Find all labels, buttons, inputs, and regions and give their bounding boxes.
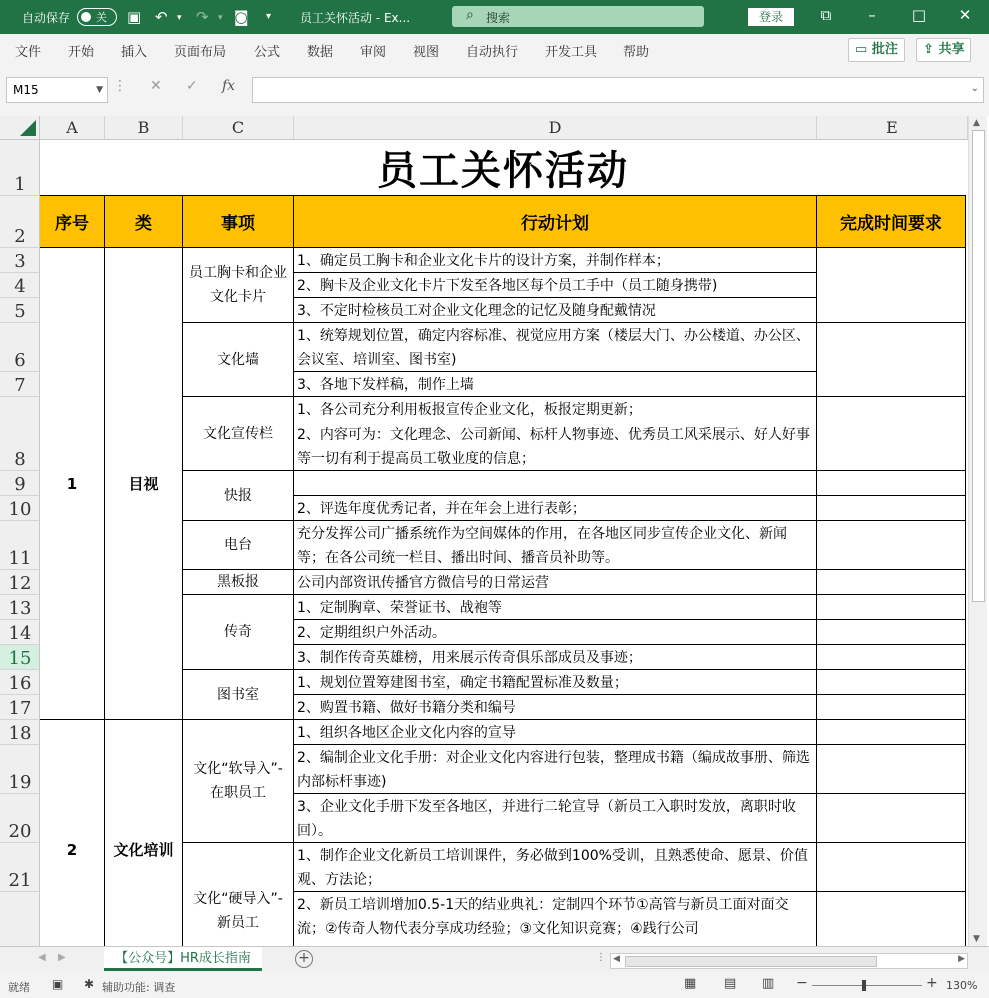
deadline-cell[interactable] xyxy=(817,323,966,397)
sheet-tab-bar xyxy=(0,946,989,973)
plan-cell-empty[interactable] xyxy=(294,471,817,496)
group-category-cell[interactable]: 文化培训 xyxy=(105,720,183,946)
plan-cell[interactable]: 1、组织各地区企业文化内容的宣导 xyxy=(294,720,817,745)
share-label: 共享 xyxy=(938,42,965,57)
menu-home[interactable]: 开始 xyxy=(68,45,95,60)
deadline-cell[interactable] xyxy=(817,794,966,843)
save-icon[interactable]: ▣ xyxy=(127,8,142,26)
status-ready: 就绪 xyxy=(8,981,30,994)
deadline-cell[interactable] xyxy=(817,670,966,695)
zoom-out-icon[interactable]: − xyxy=(796,975,808,991)
menu-view[interactable]: 视图 xyxy=(413,45,440,60)
plan-cell[interactable]: 2、评选年度优秀记者，并在年会上进行表彰； xyxy=(294,496,817,521)
menu-help[interactable]: 帮助 xyxy=(623,45,650,60)
ribbon-display-icon[interactable]: ⧉ xyxy=(820,6,832,24)
group-category-cell[interactable]: 目视 xyxy=(105,248,183,720)
plan-cell[interactable]: 1、定制胸章、荣誉证书、战袍等 xyxy=(294,595,817,620)
row-header-13[interactable]: 13 xyxy=(0,595,40,620)
header-item[interactable]: 事项 xyxy=(183,196,294,248)
scroll-right-icon[interactable]: ▶ xyxy=(958,954,965,964)
item-cell[interactable]: 员工胸卡和企业文化卡片 xyxy=(183,248,294,323)
row-header-6[interactable]: 6 xyxy=(0,323,40,372)
formula-input[interactable] xyxy=(252,77,984,103)
plan-cell[interactable]: 2、胸卡及企业文化卡片下发至各地区每个员工手中（员工随身携带) xyxy=(294,273,817,298)
deadline-cell[interactable] xyxy=(817,695,966,720)
row-header-11[interactable]: 11 xyxy=(0,521,40,570)
row-header-2[interactable]: 2 xyxy=(0,196,40,248)
row-header-16[interactable]: 16 xyxy=(0,670,40,695)
deadline-cell[interactable] xyxy=(817,570,966,595)
row-header-9[interactable]: 9 xyxy=(0,471,40,496)
menu-page-layout[interactable]: 页面布局 xyxy=(174,45,227,60)
row-header-14[interactable]: 14 xyxy=(0,620,40,645)
header-category[interactable]: 类 xyxy=(105,196,183,248)
column-header-b[interactable]: B xyxy=(105,116,183,140)
sheet-tab[interactable]: 【公众号】HR成长指南 xyxy=(104,947,262,971)
plan-cell[interactable]: 1、制作企业文化新员工培训课件，务必做到100%受训，且熟悉使命、愿景、价值观、方法论； xyxy=(294,843,817,892)
insert-function-icon[interactable]: fx xyxy=(222,78,236,94)
row-header-5[interactable]: 5 xyxy=(0,298,40,323)
item-cell[interactable]: 文化宣传栏 xyxy=(183,397,294,471)
sheet-title-cell[interactable]: 员工关怀活动 xyxy=(40,140,966,196)
normal-view-icon[interactable]: ▦ xyxy=(684,976,697,991)
undo-icon[interactable]: ↶ xyxy=(155,8,168,26)
redo-dropdown-icon[interactable]: ▾ xyxy=(218,13,223,23)
deadline-cell[interactable] xyxy=(817,595,966,620)
search-box[interactable] xyxy=(452,6,704,27)
plan-cell[interactable]: 2、购置书籍、做好书籍分类和编号 xyxy=(294,695,817,720)
row-header-21[interactable]: 21 xyxy=(0,843,40,892)
status-bar xyxy=(0,972,989,998)
menu-insert[interactable]: 插入 xyxy=(121,45,148,60)
plan-cell[interactable]: 1、各公司充分利用板报宣传企业文化，板报定期更新； xyxy=(294,397,817,422)
zoom-in-icon[interactable]: + xyxy=(926,975,938,991)
menu-developer[interactable]: 开发工具 xyxy=(545,45,598,60)
row-header-1[interactable]: 1 xyxy=(0,140,40,196)
column-header-c[interactable]: C xyxy=(183,116,294,140)
menu-formulas[interactable]: 公式 xyxy=(254,45,281,60)
plan-cell[interactable]: 1、确定员工胸卡和企业文化卡片的设计方案，并制作样本； xyxy=(294,248,817,273)
tab-split-icon[interactable]: ⋮ xyxy=(596,952,606,963)
expand-formula-icon[interactable]: ⌄ xyxy=(970,83,979,94)
select-all-triangle xyxy=(20,120,36,136)
item-cell[interactable]: 电台 xyxy=(183,521,294,570)
item-cell[interactable]: 黑板报 xyxy=(183,570,294,595)
autosave-state: 关 xyxy=(96,11,107,24)
plan-cell[interactable]: 1、规划位置筹建图书室，确定书籍配置标准及数量； xyxy=(294,670,817,695)
formula-bar xyxy=(0,64,989,116)
page-layout-view-icon[interactable]: ▤ xyxy=(724,976,737,991)
header-no[interactable]: 序号 xyxy=(40,196,105,248)
row-header-3[interactable]: 3 xyxy=(0,248,40,273)
plan-cell[interactable]: 公司内部资讯传播官方微信号的日常运营 xyxy=(294,570,817,595)
scroll-left-icon[interactable]: ◀ xyxy=(613,954,620,964)
plan-cell[interactable]: 3、各地下发样稿，制作上墙 xyxy=(294,372,817,397)
row-header-22-partial[interactable] xyxy=(0,892,40,946)
horizontal-scroll-thumb[interactable] xyxy=(625,956,877,967)
zoom-slider-track[interactable] xyxy=(812,985,922,986)
row-header-20[interactable]: 20 xyxy=(0,794,40,843)
name-box-value: M15 xyxy=(13,83,39,97)
item-cell[interactable]: 文化“软导入”-在职员工 xyxy=(183,720,294,843)
ribbon-tabs xyxy=(0,34,989,64)
menu-data[interactable]: 数据 xyxy=(307,45,334,60)
row-header-17[interactable]: 17 xyxy=(0,695,40,720)
deadline-cell[interactable] xyxy=(817,645,966,670)
plan-cell[interactable]: 2、定期组织户外活动。 xyxy=(294,620,817,645)
deadline-cell[interactable] xyxy=(817,471,966,496)
column-header-d[interactable]: D xyxy=(294,116,817,140)
deadline-cell[interactable] xyxy=(817,248,966,323)
toggle-knob xyxy=(81,12,91,22)
comments-label: 批注 xyxy=(871,42,898,57)
deadline-cell[interactable] xyxy=(817,496,966,521)
item-cell[interactable]: 快报 xyxy=(183,471,294,521)
deadline-cell[interactable] xyxy=(817,521,966,570)
scroll-up-icon[interactable]: ▲ xyxy=(973,118,980,128)
plan-cell[interactable]: 3、制作传奇英雄榜，用来展示传奇俱乐部成员及事迹； xyxy=(294,645,817,670)
plan-cell[interactable]: 2、新员工培训增加0.5-1天的结业典礼：定制四个环节①高管与新员工面对面交流；②传奇人物代表分享成功经验；③文化知识竞赛；④践行公司 xyxy=(294,892,817,946)
menu-file[interactable]: 文件 xyxy=(15,45,42,60)
column-header-a[interactable]: A xyxy=(40,116,105,140)
plan-cell[interactable]: 2、内容可为：文化理念、公司新闻、标杆人物事迹、优秀员工风采展示、好人好事等一切有利于提高员工敬业度的信息； xyxy=(294,422,817,471)
group-no-cell[interactable]: 2 xyxy=(40,720,105,946)
menu-automate[interactable]: 自动执行 xyxy=(466,45,519,60)
deadline-cell[interactable] xyxy=(817,745,966,794)
row-header-12[interactable]: 12 xyxy=(0,570,40,595)
row-header-8[interactable]: 8 xyxy=(0,397,40,471)
macro-record-icon[interactable]: ▣ xyxy=(52,977,64,991)
accessibility-icon[interactable]: ✱ xyxy=(84,977,95,991)
worksheet-grid[interactable] xyxy=(40,140,966,946)
item-cell[interactable]: 文化“硬导入”-新员工 xyxy=(183,843,294,946)
deadline-cell[interactable] xyxy=(817,720,966,745)
row-header-7[interactable]: 7 xyxy=(0,372,40,397)
autosave-toggle[interactable] xyxy=(77,8,117,26)
select-all-button[interactable] xyxy=(0,116,40,140)
group-no-cell[interactable]: 1 xyxy=(40,248,105,720)
menu-review[interactable]: 审阅 xyxy=(360,45,387,60)
vertical-scroll-thumb[interactable] xyxy=(972,130,985,602)
share-button[interactable] xyxy=(916,38,971,62)
more-icon: ⋮ xyxy=(113,78,127,94)
horizontal-scrollbar[interactable] xyxy=(610,953,968,969)
undo-dropdown-icon[interactable]: ▾ xyxy=(177,13,182,23)
document-title: 员工关怀活动 - Ex... xyxy=(300,11,411,25)
camera-icon[interactable]: ◙ xyxy=(234,8,249,26)
enter-icon[interactable]: ✓ xyxy=(186,78,198,94)
redo-icon[interactable]: ↷ xyxy=(196,8,209,26)
plan-cell[interactable]: 2、编制企业文化手册：对企业文化内容进行包装，整理成书籍（编成故事册、筛选内部标杆事迹) xyxy=(294,745,817,794)
item-cell[interactable]: 传奇 xyxy=(183,595,294,670)
scroll-down-icon[interactable]: ▼ xyxy=(973,934,980,944)
search-icon: ⌕ xyxy=(466,7,474,23)
close-icon[interactable]: ✕ xyxy=(958,6,972,24)
zoom-slider-knob[interactable] xyxy=(862,980,866,991)
row-header-19[interactable]: 19 xyxy=(0,745,40,794)
header-plan[interactable]: 行动计划 xyxy=(294,196,817,248)
tab-next-icon[interactable]: ▶ xyxy=(58,952,66,963)
plan-cell[interactable]: 1、统筹规划位置，确定内容标准、视觉应用方案（楼层大门、办公楼道、办公区、会议室、培训室、图书室) xyxy=(294,323,817,372)
plan-cell[interactable]: 3、企业文化手册下发至各地区，并进行二轮宣导（新员工入职时发放，离职时收回）。 xyxy=(294,794,817,843)
autosave-label: 自动保存 xyxy=(22,11,71,25)
vertical-scrollbar[interactable] xyxy=(968,116,987,946)
search-placeholder: 搜索 xyxy=(486,11,511,25)
deadline-cell[interactable] xyxy=(817,397,966,471)
customize-toolbar-icon[interactable]: ▾ xyxy=(266,11,272,22)
title-bar xyxy=(0,0,989,34)
cancel-icon[interactable]: ✕ xyxy=(150,78,162,94)
plan-cell[interactable]: 3、不定时检核员工对企业文化理念的记忆及随身配戴情况 xyxy=(294,298,817,323)
deadline-cell[interactable] xyxy=(817,843,966,892)
item-cell[interactable]: 文化墙 xyxy=(183,323,294,397)
item-cell[interactable]: 图书室 xyxy=(183,670,294,720)
zoom-level[interactable]: 130% xyxy=(946,979,978,992)
add-sheet-icon[interactable]: + xyxy=(295,950,313,968)
chevron-down-icon[interactable]: ▼ xyxy=(96,85,103,95)
accessibility-status[interactable]: 辅助功能: 调查 xyxy=(102,981,176,994)
row-header-18[interactable]: 18 xyxy=(0,720,40,745)
column-header-e[interactable]: E xyxy=(817,116,968,140)
login-button[interactable]: 登录 xyxy=(748,8,794,26)
deadline-cell[interactable] xyxy=(817,620,966,645)
header-deadline[interactable]: 完成时间要求 xyxy=(817,196,966,248)
share-icon: ⇪ xyxy=(923,42,934,57)
comments-button[interactable] xyxy=(848,38,905,62)
minimize-icon[interactable]: – xyxy=(868,6,876,24)
plan-cell[interactable]: 充分发挥公司广播系统作为空间媒体的作用，在各地区同步宣传企业文化、新闻等；在各公司统一栏目、播出时间、播音员补助等。 xyxy=(294,521,817,570)
row-header-10[interactable]: 10 xyxy=(0,496,40,521)
tab-prev-icon[interactable]: ◀ xyxy=(38,952,46,963)
row-header-15[interactable]: 15 xyxy=(0,645,40,670)
maximize-icon[interactable]: □ xyxy=(911,6,927,24)
page-break-view-icon[interactable]: ▥ xyxy=(762,976,775,991)
name-box[interactable] xyxy=(6,77,108,103)
row-header-4[interactable]: 4 xyxy=(0,273,40,298)
deadline-cell[interactable] xyxy=(817,892,966,946)
comment-icon: ▭ xyxy=(855,42,868,57)
